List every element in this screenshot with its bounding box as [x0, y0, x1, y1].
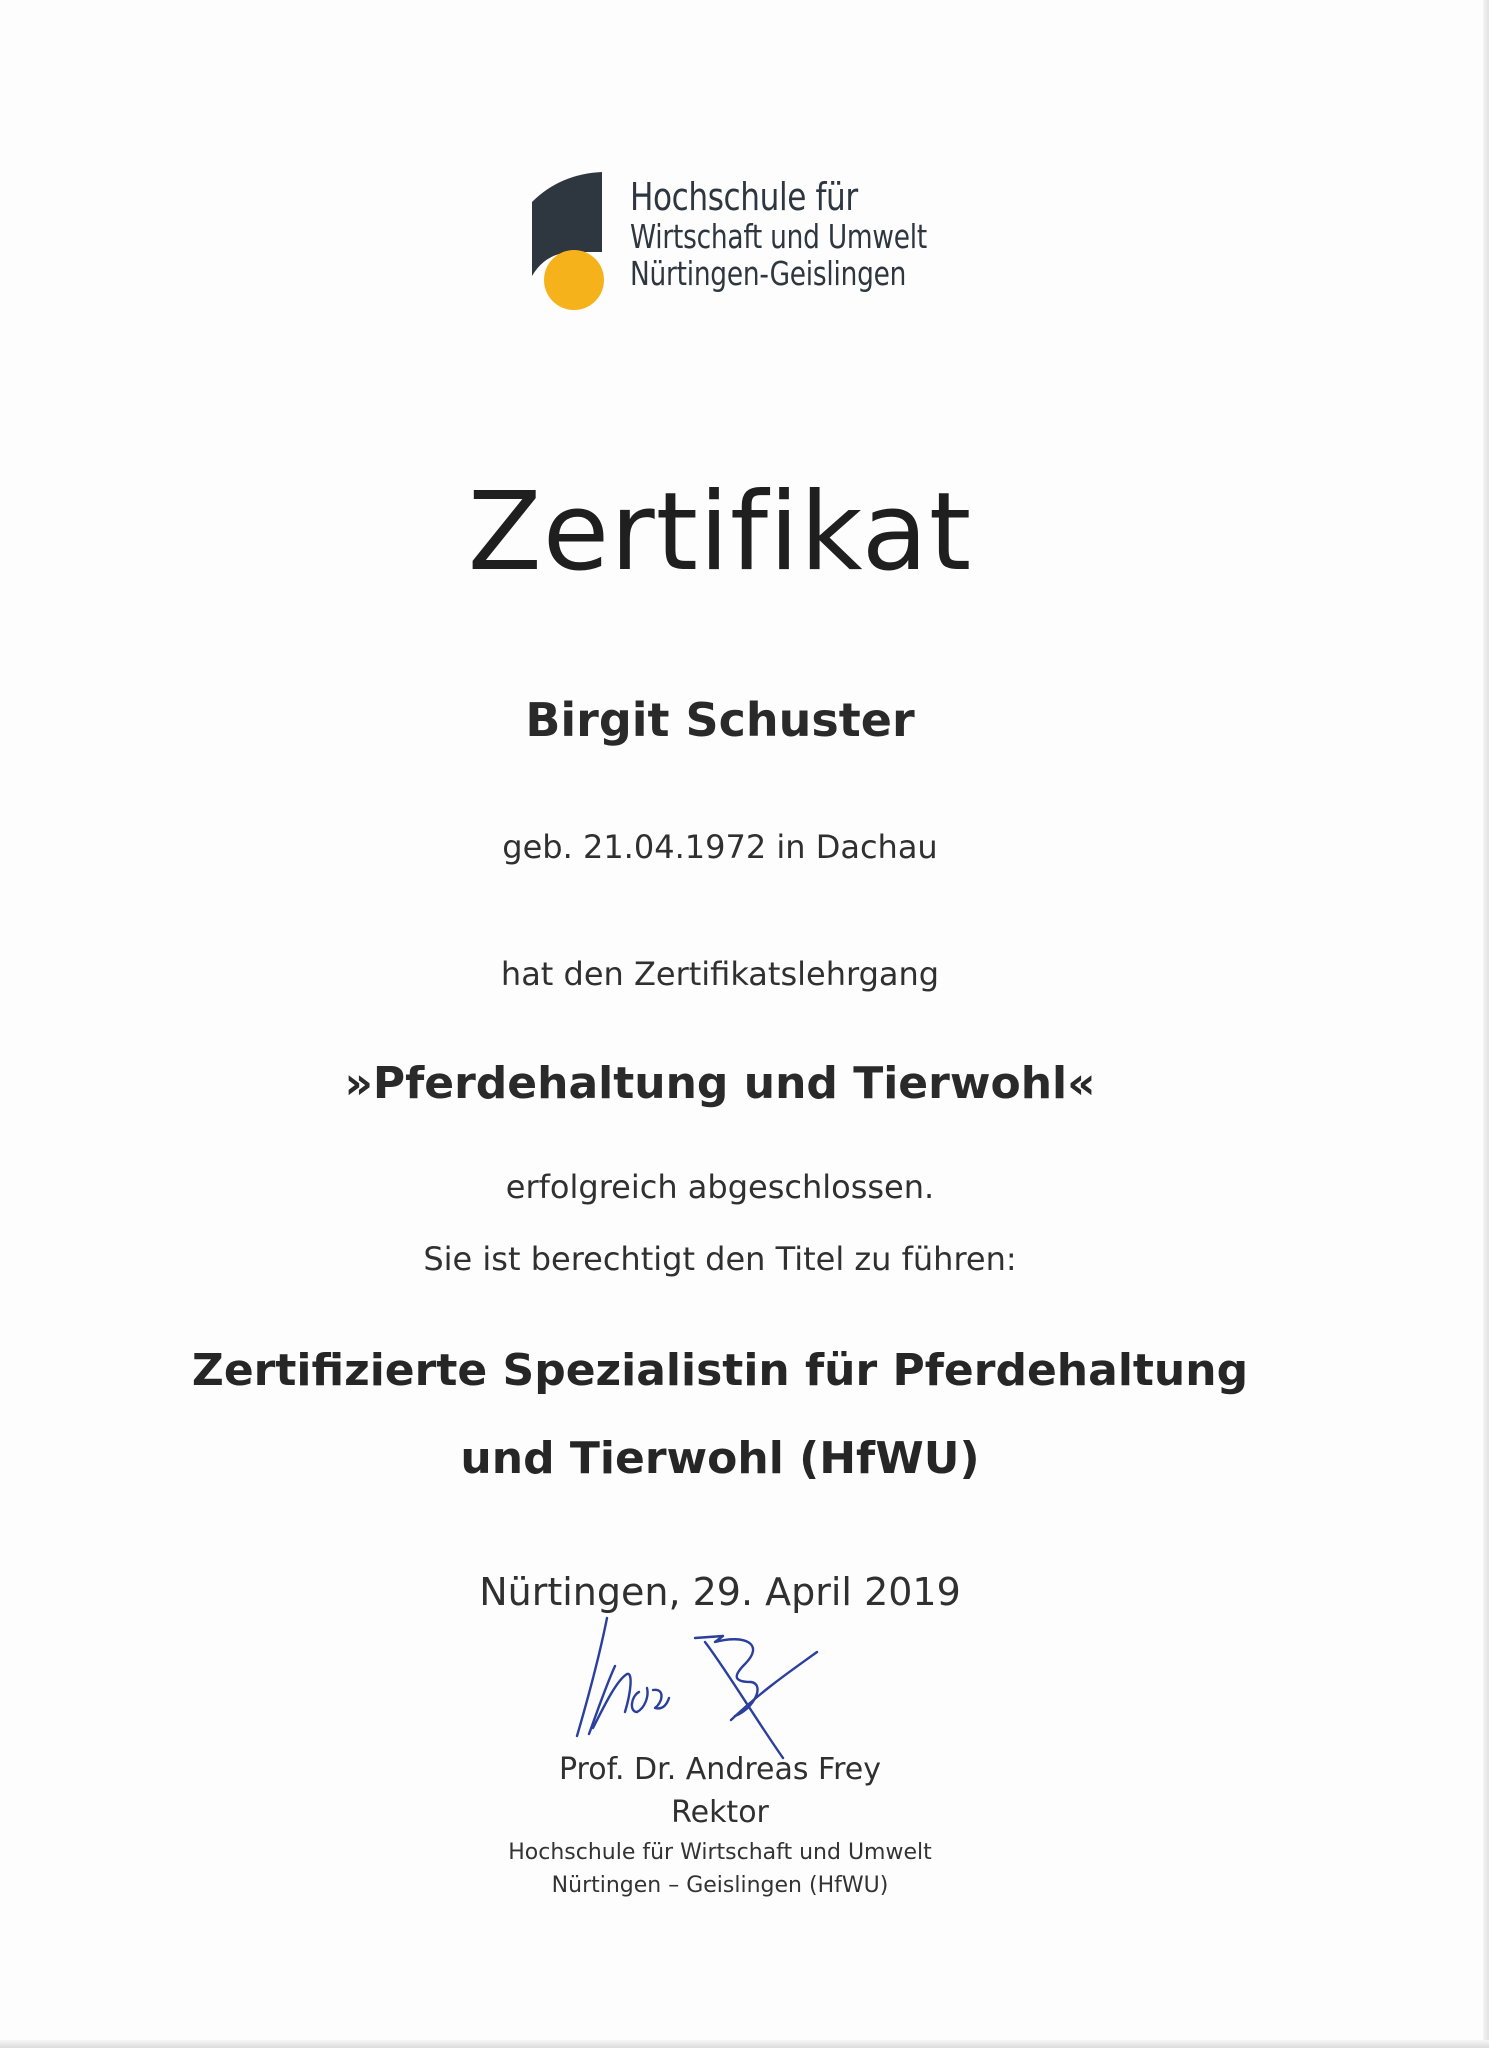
institution-line-1: Hochschule für Wirtschaft und Umwelt [508, 1840, 932, 1865]
logo-wordmark [630, 176, 1001, 292]
birth-info: geb. 21.04.1972 in Dachau [502, 828, 938, 866]
signatory-role: Rektor [671, 1795, 769, 1830]
entitlement-text: Sie ist berechtigt den Titel zu führen: [423, 1240, 1017, 1278]
certificate-title: Zertifikat [467, 470, 973, 595]
completion-text: erfolgreich abgeschlossen. [505, 1168, 935, 1206]
university-logo-mark [530, 168, 630, 318]
signatory-name: Prof. Dr. Andreas Frey [558, 1752, 882, 1787]
logo-line-2: Wirtschaft und Umwelt [630, 216, 927, 256]
scan-edge-bottom [0, 2040, 1489, 2048]
course-intro: hat den Zertifikatslehrgang [500, 955, 940, 993]
university-logo [530, 168, 927, 318]
logo-yellow-circle [544, 250, 604, 310]
degree-title-line-2: und Tierwohl (HfWU) [460, 1433, 980, 1484]
degree-title-line-1: Zertifizierte Spezialistin für Pferdehaltung [191, 1345, 1249, 1396]
course-name: »Pferdehaltung und Tierwohl« [344, 1058, 1096, 1109]
logo-line-1: Hochschule für [630, 175, 858, 219]
place-and-date: Nürtingen, 29. April 2019 [479, 1570, 961, 1614]
logo-line-3: Nürtingen-Geislingen [630, 253, 907, 293]
scan-edge-right [1483, 0, 1489, 2048]
institution-line-2: Nürtingen – Geislingen (HfWU) [551, 1873, 889, 1898]
recipient-name: Birgit Schuster [525, 693, 915, 747]
